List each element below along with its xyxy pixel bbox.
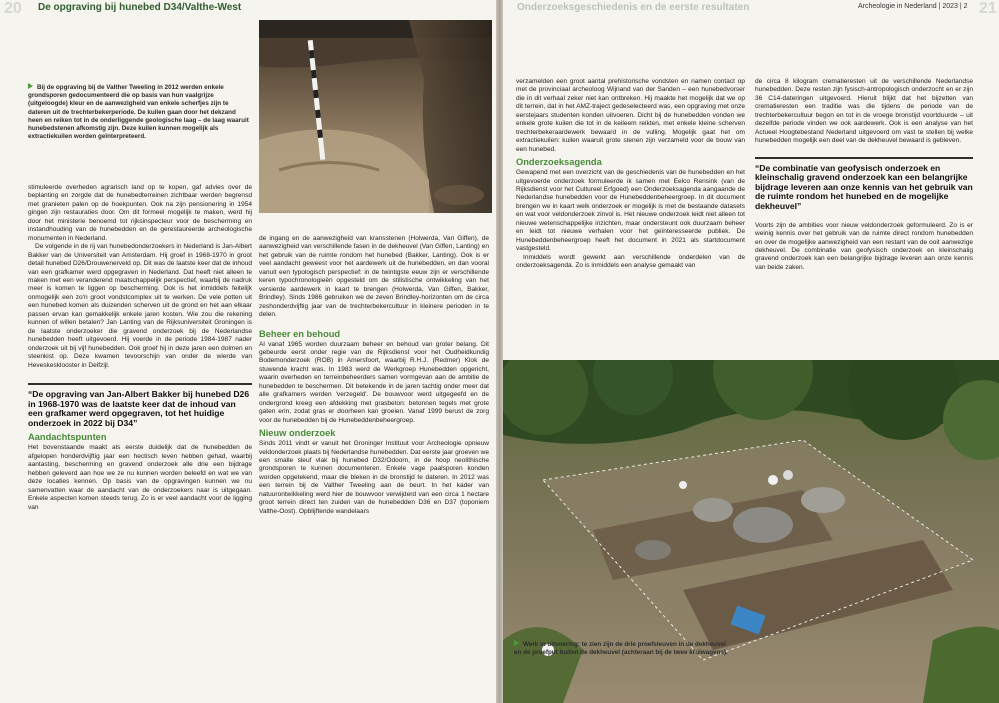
page-number-left: 20 (4, 0, 22, 17)
heading-onderzoeksagenda: Onderzoeksagenda (516, 157, 602, 168)
triangle-right-icon (28, 83, 33, 89)
running-head-right: Onderzoeksgeschiedenis en de eerste resultaten (517, 2, 750, 13)
heading-beheer-en-behoud: Beheer en behoud (259, 328, 341, 339)
body-paragraph: Voorts zijn de ambities voor nieuw veldonderzoek geformuleerd. Zo is er weinig kennis over het gebruik van de ruimte direct rondom hunebedden en over de mogelijke aanwezigheid van een restant van de ooit aanwezige dekheuvel. De combinatie van geofysisch onderzoek en kleinschalig gravend onderzoek kan een belangrijke bijdrage leveren aan onze kennis van beide zaken. (755, 221, 973, 271)
pullquote-left: “De opgraving van Jan-Albert Bakker bij hunebed D26 in 1968-1970 was de laatste keer dat de inhoud van een grafkamer werd opgegraven, tot het huidige onderzoek in 2022 bij D34” (28, 383, 252, 428)
publication-mark: Archeologie in Nederland | 2023 | 2 (858, 3, 968, 10)
page-number-right: 21 (979, 0, 997, 17)
spread-gutter (496, 0, 503, 703)
body-paragraph: stimuleerde overheden agrarisch land op te kopen, gaf advies over de beplanting en zorgde dat de hunebedterreinen zichtbaar werden begrensd met granieten palen op de hoekpunten. Ook na zijn pensionering in 1954 gingen zijn restauraties door. Om dit formeel mogelijk te maken, werd hij door het ministerie benoemd tot rijksinspecteur voor de bescherming en instandhouding van de hunebedden en de gerestaureerde archeologische monumenten in Nederland. (28, 184, 252, 242)
body-paragraph: Inmiddels wordt gewerkt aan verschillende onderdelen van de onderzoeksagenda. Zo is inmiddels een analyse gemaakt van (516, 253, 745, 270)
body-paragraph: de ingang en de aanwezigheid van kransstenen (Holwerda, Van Giffen), de aanwezigheid van verschillende fasen in de dekheuvel (Van Giffen, Lanting) en het gebruik van de ruimte rondom het hunebed (Bakker, Lanting). Ook is er veel aandacht geweest voor het aardewerk uit de hunebedden, en dan vooral vanuit een typologisch perspectief: in de twintigste eeuw zijn er verschillende keren typochronologieën opgesteld om de stilistische ontwikkeling van het versierde aardewerk in kaart te brengen (Holwerda, Van Giffen, Bakker, Brindley). Sinds 1986 gebruiken we de zeven Brindley-horizonten om de circa zeshonderdvijftig jaar van de trechterbekercultuur in kleinere perioden in te delen. (259, 235, 489, 319)
body-paragraph: De volgende in de rij van hunebedonderzoekers in Nederland is Jan-Albert Bakker van de Universiteit van Amsterdam. Hij groef in 1968-1970 in groot detail hunebed D26/Drouwenerveld op. Dit was de laatste keer dat de inhoud van een grafkamer werd opgegraven in Nederland. Dat heeft niet alleen te maken met een veranderend maatschappelijk perspectief, waarbij de nadruk meer is komen te liggen op bescherming. Ook is het inmiddels feitelijk onmogelijk een zo'n groot vondstcomplex uit te werken. De vele potten uit een hunebed komen als duizenden scherven uit de grond en het aan elkaar passen ervan kan gemakkelijk enkele jaren kosten. Wie zou die rekening kunnen of willen betalen? Jan Lanting van de Rijksuniversiteit Groningen is de laatste onderzoeker die gravend onderzoek bij de Nederlandse hunebedden heeft uitgevoerd. Hij voerde in de periode 1984-1987 nader onderzoek uit bij vijf hunebedden. Ook groef hij in deze jaren een dolmen en steenkist op. Deze kwamen tevoorschijn van onder de wierde van Heveskesklooster in Delfzijl. (28, 243, 252, 369)
trench-photo-caption-text: Bij de opgraving bij de Valther Tweeling in 2012 werden enkele grondsporen gedocumenteerd die op basis van hun vaalgrijze (uitgeloogde) kleur en de aanwezigheid van enkele scherfjes zijn te dateren uit de trechterbekerperiode. De kuilen gaan door het dekzand heen en reiken tot in de onderliggende geologische laag – de laag waaruit hunebedstenen afkomstig zijn. Deze kuilen kunnen mogelijk als extractiekuilen worden geïnterpreteerd. (28, 84, 249, 141)
body-paragraph: Sinds 2011 vindt er vanuit het Groninger Instituut voor Archeologie opnieuw veldonderzoek plaats bij Nederlandse hunebedden. Dat eerste jaar groeven we een smalle sleuf vlak bij hunebed D32/Odoorn, in de hoop neolithische grondsporen te kunnen documenteren. Enkele vage paalsporen konden worden opgetekend, maar die bleken in de bronstijd te dateren. In 2012 was een terrein bij de Valther Tweeling aan de beurt. In het kader van natuurontwikkeling werd hier de bouwvoor verwijderd van een circa 1 hectare groot terrein direct ten zuiden van de hunebedden D36 en D37 (toponiem Valthe-Oost). Opblijftende wandelaars (259, 440, 489, 515)
right-column-2 (755, 78, 973, 368)
body-paragraph: verzamelden een groot aantal prehistorische vondsten en namen contact op met de provinciaal archeoloog Wijnand van der Sanden – een hunebedvorser die in dit verhaal zeker niet kan ontbreken. Hij maakte het mogelijk dat we op dit terrein, dat in het AMZ-traject gedeselecteerd was, een opgraving met onze eerstejaars studenten konden uitvoeren. Dicht bij de hunebedden vonden we enkele grote kuilen die tot in de keileem reikten, met enkele kleine scherven trechterbekeraardewerk bewaard in de vulling. Mogelijk gaat het om extractiekuilen: kuilen waaruit grote stenen zijn verzameld voor de bouw van een hunebed. (516, 78, 745, 153)
running-head-left: De opgraving bij hunebed D34/Valthe-West (38, 2, 242, 13)
body-paragraph: de circa 8 kilogram crematieresten uit de verschillende Nederlandse hunebedden. Deze resten zijn fysisch-antropologisch onderzocht en er zijn 36 C14-dateringen uitgevoerd. Hieruit blijkt dat het bijzetten van crematieresten een traditie was die tijdens de periode van de trechterbekercultuur begon en tot in de vroege bronstijd voortduurde – uit dezelfde periode vinden we ook aardewerk. Ook is een analyse van het Actueel Hoogtebestand Nederland uitgevoerd om vast te stellen bij welke hunebedden mogelijk een deel van de dekheuvel bewaard is gebleven. (755, 78, 973, 145)
heading-nieuw-onderzoek: Nieuw onderzoek (259, 428, 336, 439)
left-page (0, 0, 496, 703)
left-column-2 (259, 235, 489, 700)
body-paragraph: Het bovenstaande maakt als eerste duidelijk dat de hunebedden de afgelopen honderdvijftig jaar een hectisch leven hebben gehad, waarbij aantasting, bescherming en gravend onderzoek alle drie een bijdrage hebben geleverd aan hoe we ze nu kunnen worden beleefd en wat we van deze locaties kennen. Op basis van de opgravingen kunnen we nu samenvatten waar de aandacht van de onderzoekers naar is uitgegaan. Enkele aspecten komen steeds terug. Zo is er veel aandacht voor de ligging van (28, 444, 252, 511)
body-paragraph: Gewapend met een overzicht van de geschiedenis van de hunebedden en het uitgevoerde onderzoek formuleerde ik samen met Eelco Rensink (van de Rijksdienst voor het Cultureel Erfgoed) een Onderzoeksagenda aangaande de Nederlandse hunebedden voor de Hunebeddenbeheergroep. In dit document brengen we in kaart welk onderzoek er mogelijk is met de bestaande datasets en wat voor veldonderzoek zinvol is. Het nieuwe onderzoek leidt niet alleen tot nieuwe wetenschappelijke inzichten, maar ondersteunt ook duurzaam beheer en leidt tot nieuwe verhalen voor het geïnteresseerde publiek. De Hunebeddenbeheergroep heeft het document in 2021 als startdocument vastgesteld. (516, 169, 745, 253)
aerial-photo-caption-text: Werk in uitvoering: te zien zijn de drie proefsleuven in de dekheuvel en de proefput buiten de dekheuvel (achteraan bij de twee kruiwagens). (514, 641, 728, 657)
right-page (503, 0, 999, 703)
body-paragraph: Al vanaf 1965 worden duurzaam beheer en behoud van groter belang. Dit gebeurde eerst onder regie van de Rijksdienst voor het Oudheidkundig Bodemonderzoek (ROB) in Amersfoort, waarbij R.H.J. (Redmer) Klok de stuwende kracht was. In 1983 werd de Werkgroep Hunebedden opgericht, waarin overheden en terreinbeheerders samen vormgevan aan de ambitie de hunebedden te beschermen. Dit betekende in de jaren tachtig onder meer dat alle grafkamers werden 'verzegeld'. De bouwvoor werd uitgegeefd en de ondergrond kreeg een afdekking met grasbeton: betonnen tegels met grote gaten erin, zodat gras er doorheen kan groeien. Vanaf 1999 berust de zorg voor de hunebedden bij de Hunebeddenbeheergroep. (259, 340, 489, 424)
heading-aandachtspunten: Aandachtspunten (28, 432, 107, 443)
trench-photo-image (259, 20, 492, 213)
right-column-1 (516, 78, 745, 368)
triangle-right-icon (514, 640, 519, 646)
left-column-1 (28, 184, 252, 700)
pullquote-right: “De combinatie van geofysisch onderzoek en kleinschalig gravend onderzoek kan een belangrijke bijdrage leveren aan onze kennis van het gebruik van de ruimte rondom het hunebed en de mogelijke dekheuvel” (755, 157, 973, 212)
trench-photo-caption (28, 83, 252, 141)
trench-photo (259, 20, 492, 213)
aerial-photo-caption (514, 640, 734, 657)
